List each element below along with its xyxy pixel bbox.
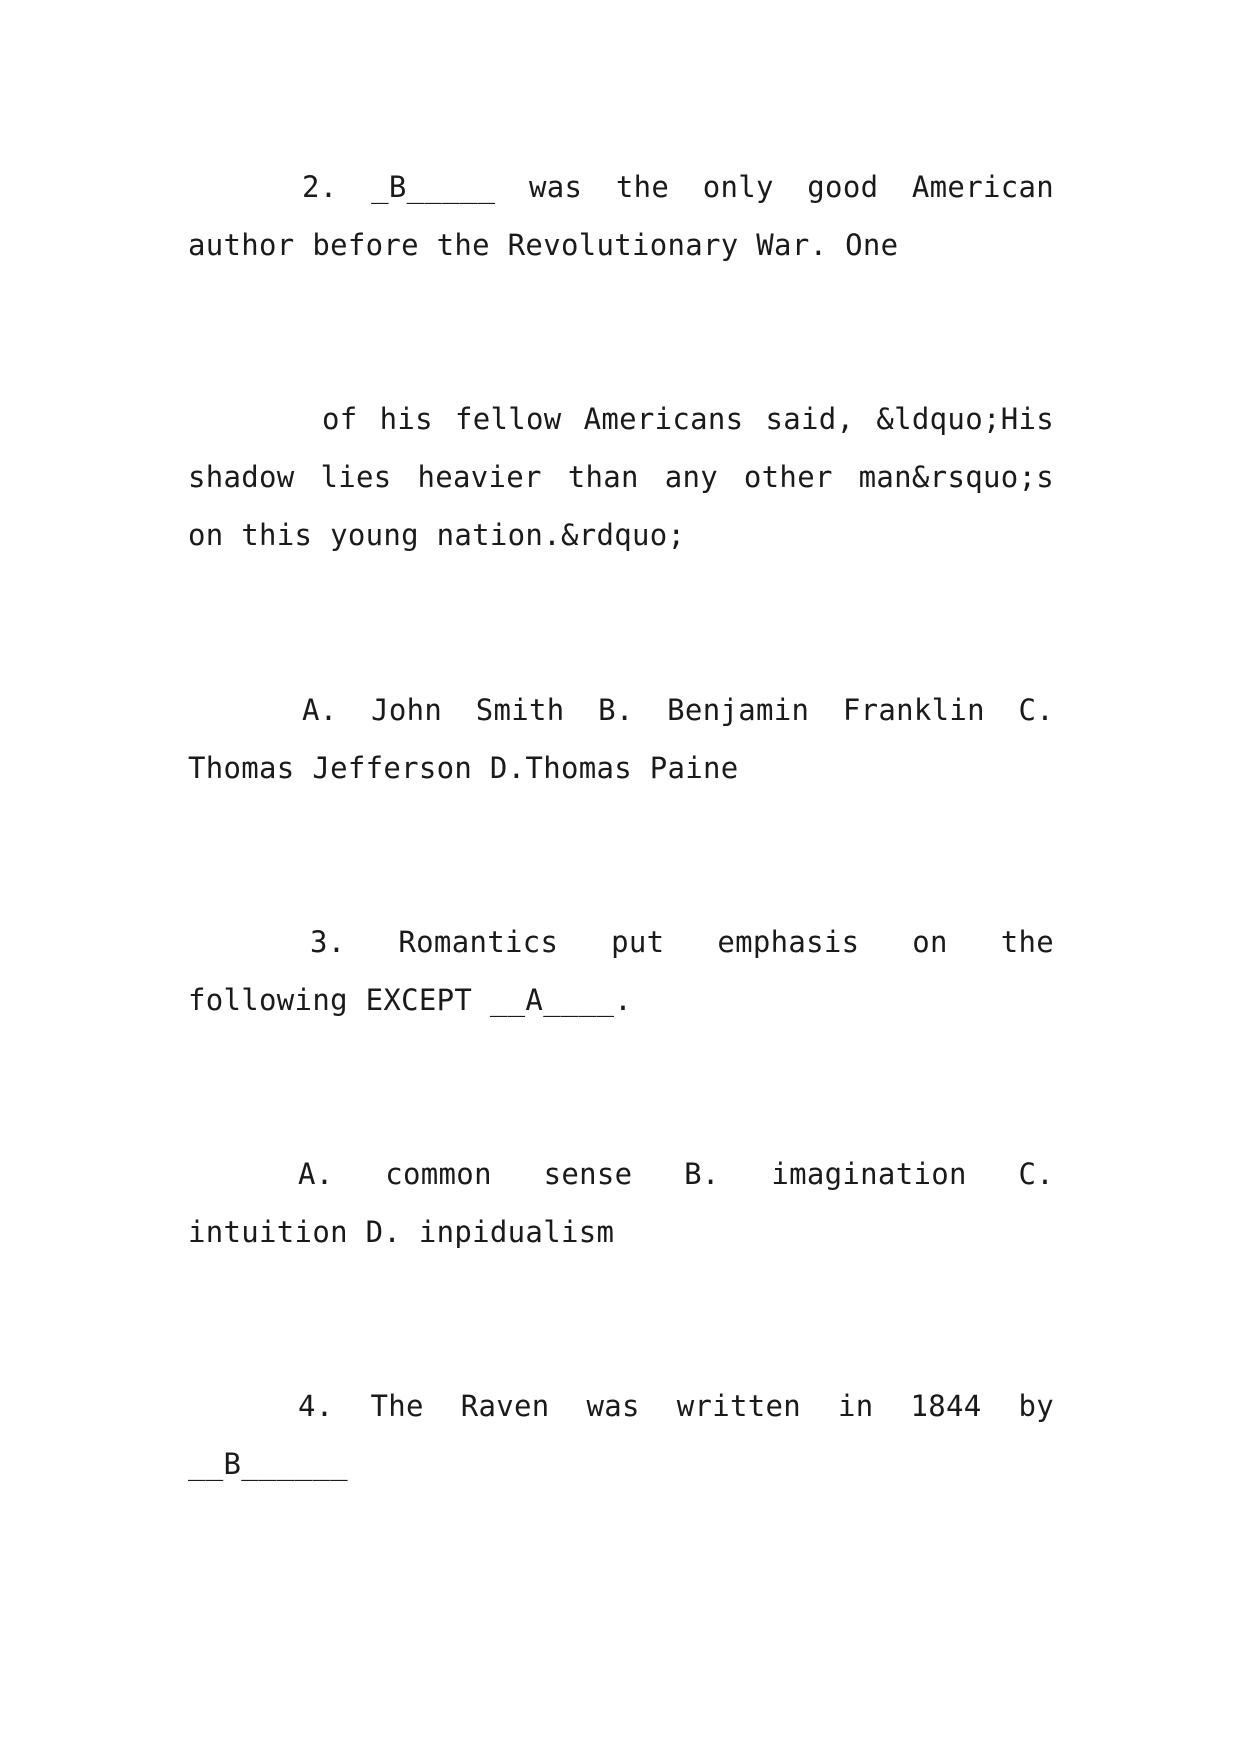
question-3-text: 3. Romantics put emphasis on the following EXCEPT __A____. — [188, 925, 1054, 1017]
question-2-quote: of his fellow Americans said, &ldquo;His shadow lies heavier than any other man&rsquo;s on this young nation.&rdquo; — [188, 402, 1054, 552]
question-2-continuation — [188, 390, 1054, 564]
question-2-stem — [188, 158, 1054, 274]
question-2-text: 2. _B_____ was the only good American author before the Revolutionary War. One — [188, 170, 1054, 262]
question-3-options-text: A. common sense B. imagination C. intuition D. inpidualism — [188, 1157, 1054, 1249]
question-3-options — [188, 1145, 1054, 1261]
question-2-options — [188, 681, 1054, 797]
question-4-stem — [188, 1377, 1054, 1493]
question-3-stem — [188, 913, 1054, 1029]
question-4-text: 4. The Raven was written in 1844 by __B______ — [188, 1389, 1054, 1481]
question-2-options-text: A. John Smith B. Benjamin Franklin C. Thomas Jefferson D.Thomas Paine — [188, 693, 1054, 785]
